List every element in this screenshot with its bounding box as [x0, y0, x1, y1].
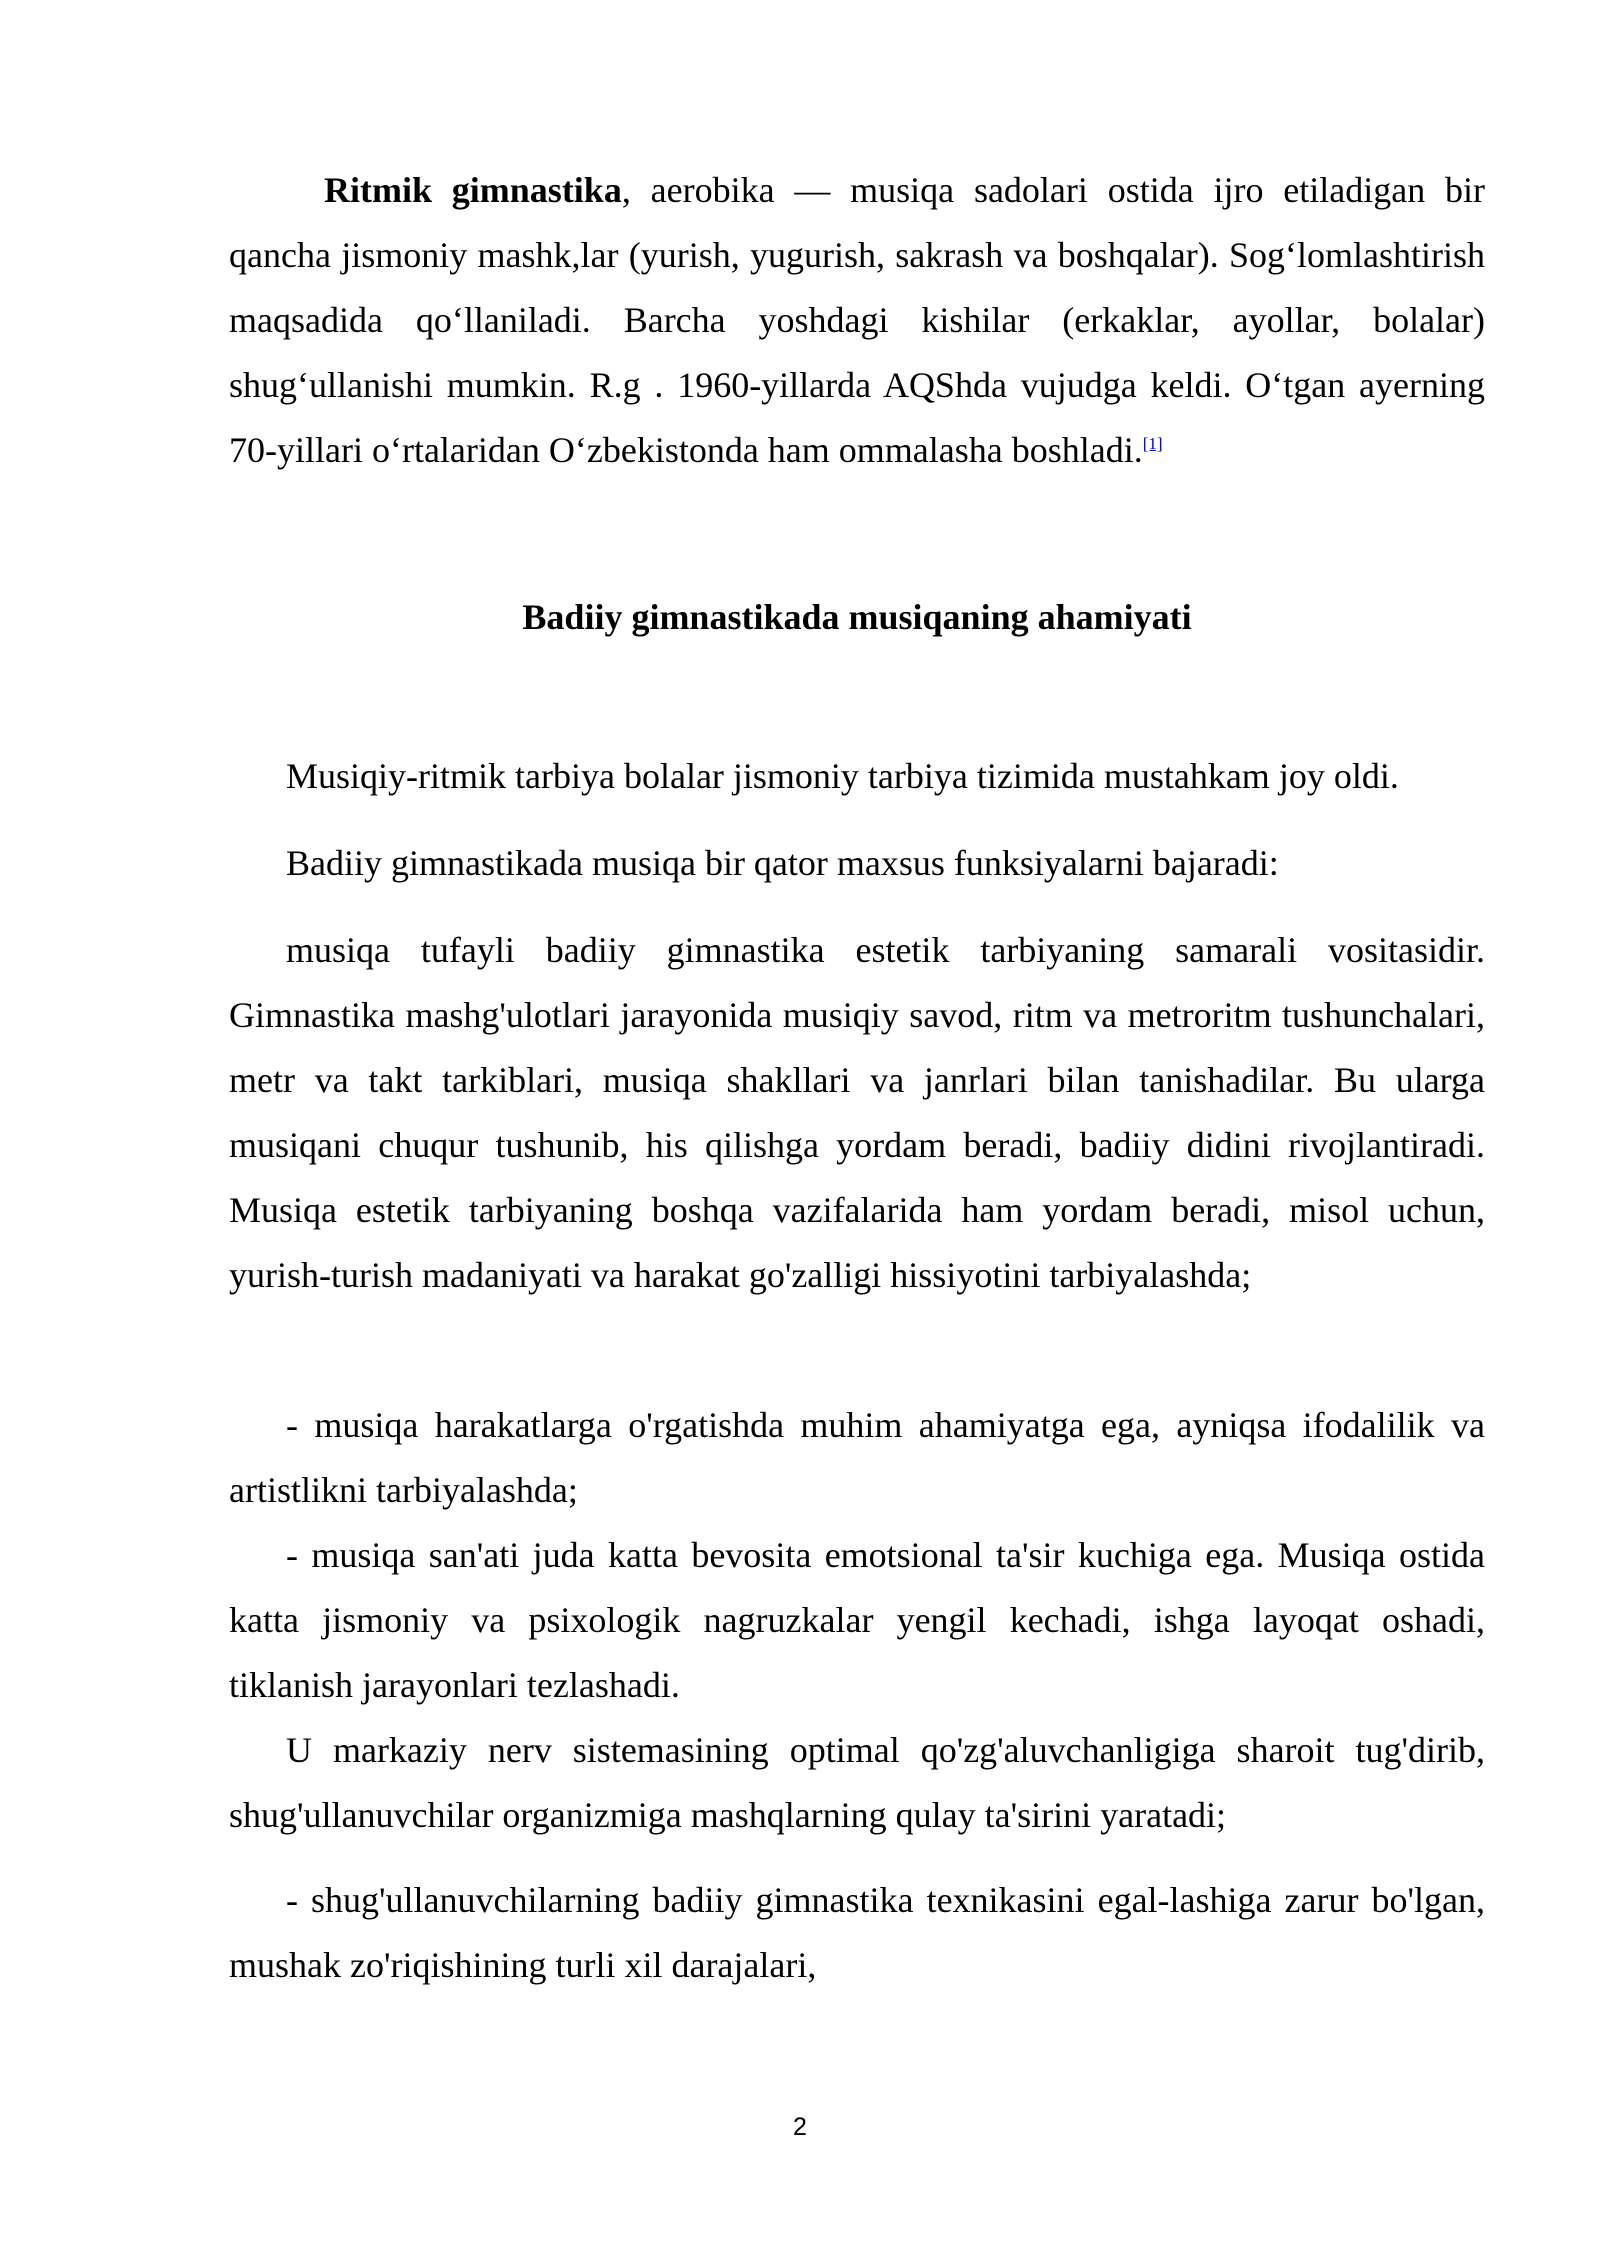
- intro-term: Ritmik gimnastika: [324, 170, 622, 210]
- intro-paragraph: [229, 158, 1485, 483]
- paragraph-3: musiqa tufayli badiiy gimnastika estetik tarbiyaning samarali vositasidir. Gimnastika mashg'ulotlari jarayonida musiqiy savod, ritm va metroritm tushunchalari, metr va takt tarkiblari, musiqa shakllari va janrlari bilan tanishadilar. Bu ularga musiqani chuqur tushunib, his qilishga yordam beradi, badiiy didini rivojlantiradi. Musiqa estetik tarbiyaning boshqa vazifalarida ham yordam beradi, misol uchun, yurish-turish madaniyati va harakat go'zalligi hissiyotini tarbiyalashda;: [229, 930, 1485, 1295]
- paragraph-2: Badiiy gimnastikada musiqa bir qator maxsus funksiyalarni bajaradi:: [286, 843, 1279, 883]
- paragraph-7: - shug'ullanuvchilarning badiiy gimnastika texnikasini egal-lashiga zarur bo'lgan, mushak zo'riqishining turli xil darajalari,: [229, 1880, 1485, 1985]
- paragraph-1: Musiqiy-ritmik tarbiya bolalar jismoniy tarbiya tizimida mustahkam joy oldi.: [286, 756, 1399, 796]
- footnote-link[interactable]: [1]: [1142, 434, 1163, 453]
- p5-block: [229, 1523, 1485, 1718]
- paragraph-5: - musiqa san'ati juda katta bevosita emotsional ta'sir kuchiga ega. Musiqa ostida katta jismoniy va psixologik nagruzkalar yengil kechadi, ishga layoqat oshadi, tiklanish jarayonlari tezlashadi.: [229, 1535, 1485, 1705]
- p4-block: [229, 1393, 1485, 1523]
- paragraph-6: U markaziy nerv sistemasining optimal qo'zg'aluvchanligiga sharoit tug'dirib, shug'ullanuvchilar organizmiga mashqlarning qulay ta'sirini yaratadi;: [229, 1730, 1485, 1835]
- p1-block: [229, 744, 1485, 809]
- paragraph-4: - musiqa harakatlarga o'rgatishda muhim ahamiyatga ega, ayniqsa ifodalilik va artistlikni tarbiyalashda;: [229, 1405, 1485, 1510]
- intro-block: [229, 158, 1485, 483]
- p3-block: [229, 918, 1485, 1308]
- p6-block: [229, 1718, 1485, 1848]
- p7-block: [229, 1868, 1485, 1998]
- p2-block: [229, 831, 1485, 896]
- page-number: 2: [793, 2113, 807, 2141]
- section-heading: Badiiy gimnastikada musiqaning ahamiyati: [522, 597, 1192, 637]
- intro-text: , aerobika — musiqa sadolari ostida ijro etiladigan bir qancha jismoniy mashk,lar (yurish, yugurish, sakrash va boshqalar). Sog‘lomlashtirish maqsadida qo‘llaniladi. Barcha yoshdagi kishilar (erkaklar, ayollar, bolalar) shug‘ullanishi mumkin. R.g . 1960-yillarda AQShda vujudga keldi. O‘tgan ayerning 70-yillari o‘rtalaridan O‘zbekistonda ham ommalasha boshladi.: [229, 170, 1485, 470]
